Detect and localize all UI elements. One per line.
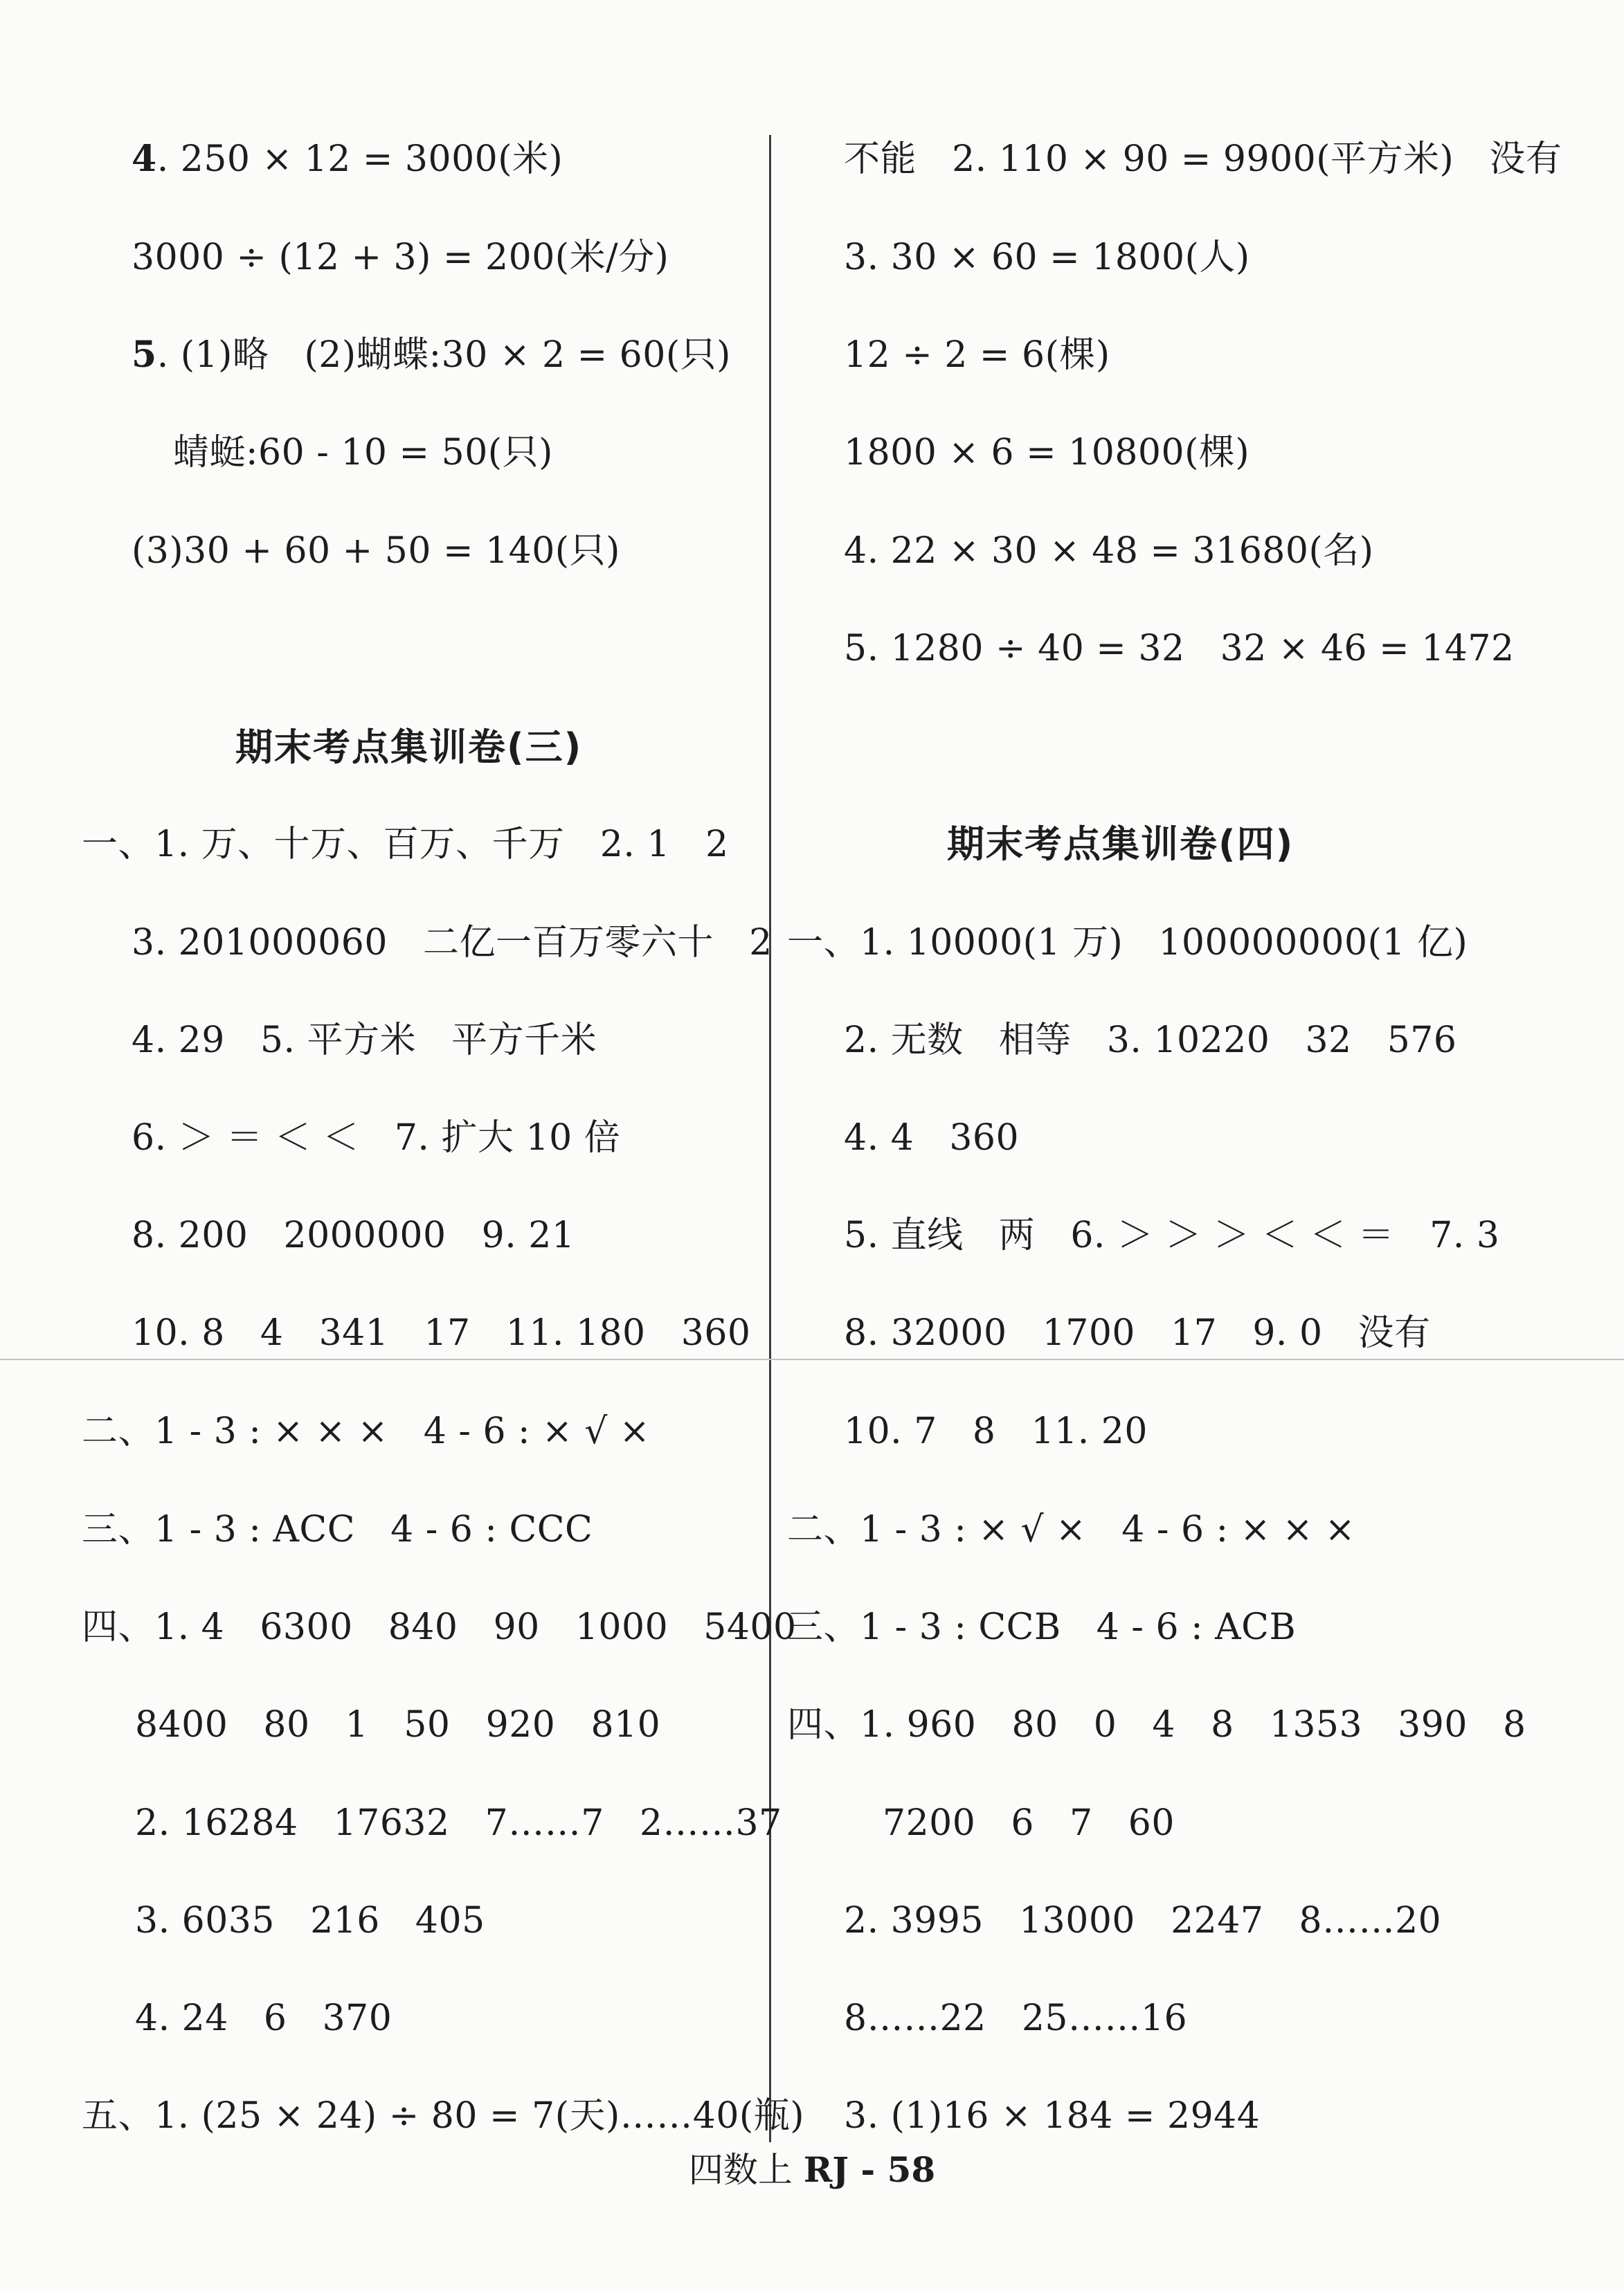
answer-line: (3)30 + 60 + 50 = 140(只) (132, 530, 620, 572)
answer-line: 1800 × 6 = 10800(棵) (844, 432, 1250, 473)
answer-line: 3. 201000060 二亿一百万零六十 2 (132, 922, 773, 963)
answer-line: 10. 8 4 341 17 11. 180 360 (132, 1312, 751, 1354)
answer-line: 3. 30 × 60 = 1800(人) (844, 237, 1250, 278)
answer-line: 8……22 25……16 (844, 1998, 1188, 2039)
answer-line: 一、1. 10000(1 万) 100000000(1 亿) (787, 922, 1468, 963)
answer-line: 2. 无数 相等 3. 10220 32 576 (844, 1020, 1457, 1061)
answer-line: 4. 24 6 370 (135, 1998, 393, 2039)
answer-line: 8400 80 1 50 920 810 (135, 1704, 661, 1746)
answer-line: 四、1. 4 6300 840 90 1000 5400 (82, 1607, 797, 1648)
answer-line: 五、1. (25 × 24) ÷ 80 = 7(天)……40(瓶) (82, 2095, 805, 2137)
answer-line: 4. 250 × 12 = 3000(米) (132, 138, 563, 180)
footer-prefix: 四数上 (688, 2150, 804, 2190)
answer-line: 二、1 - 3 : × × × 4 - 6 : × √ × (82, 1411, 650, 1452)
answer-line: 8. 200 2000000 9. 21 (132, 1215, 575, 1256)
answer-line: 6. ＞ ＝ ＜ ＜ 7. 扩大 10 倍 (132, 1117, 621, 1159)
answer-line: 8. 32000 1700 17 9. 0 没有 (844, 1312, 1431, 1354)
answer-line: 四、1. 960 80 0 4 8 1353 390 8 (787, 1704, 1526, 1746)
answer-line: 10. 7 8 11. 20 (844, 1411, 1148, 1452)
page-footer (0, 2149, 1624, 2191)
answer-line: 4. 29 5. 平方米 平方千米 (132, 1020, 597, 1061)
answer-line: 3. 6035 216 405 (135, 1900, 485, 1942)
footer-page-code: RJ - 58 (803, 2149, 936, 2190)
answer-line: 5. 直线 两 6. ＞ ＞ ＞ ＜ ＜ ＝ 7. 3 (844, 1215, 1500, 1256)
answer-line: 5. (1)略 (2)蝴蝶:30 × 2 = 60(只) (132, 334, 731, 376)
section-title: 期末考点集训卷(三) (235, 725, 583, 769)
answer-line: 12 ÷ 2 = 6(棵) (844, 334, 1110, 376)
answer-line: 2. 3995 13000 2247 8……20 (844, 1900, 1442, 1942)
answer-line: 7200 6 7 60 (883, 1802, 1175, 1844)
answer-line: 一、1. 万、十万、百万、千万 2. 1 2 (82, 824, 729, 865)
answer-line: 2. 16284 17632 7……7 2……37 (135, 1802, 782, 1844)
answer-line: 4. 22 × 30 × 48 = 31680(名) (844, 530, 1374, 572)
answer-line: 4. 4 360 (844, 1117, 1020, 1159)
answer-line: 三、1 - 3 : ACC 4 - 6 : CCC (82, 1509, 593, 1550)
section-title: 期末考点集训卷(四) (947, 822, 1294, 866)
answer-line: 5. 1280 ÷ 40 = 32 32 × 46 = 1472 (844, 628, 1515, 669)
fold-line (0, 1359, 1624, 1360)
answer-line: 不能 2. 110 × 90 = 9900(平方米) 没有 (844, 138, 1562, 180)
answer-line: 蜻蜓:60 - 10 = 50(只) (173, 432, 553, 473)
answer-line: 3000 ÷ (12 + 3) = 200(米/分) (132, 237, 669, 278)
answer-line: 三、1 - 3 : CCB 4 - 6 : ACB (787, 1607, 1297, 1648)
answer-line: 3. (1)16 × 184 = 2944 (844, 2095, 1261, 2137)
answer-line: 二、1 - 3 : × √ × 4 - 6 : × × × (787, 1509, 1355, 1550)
